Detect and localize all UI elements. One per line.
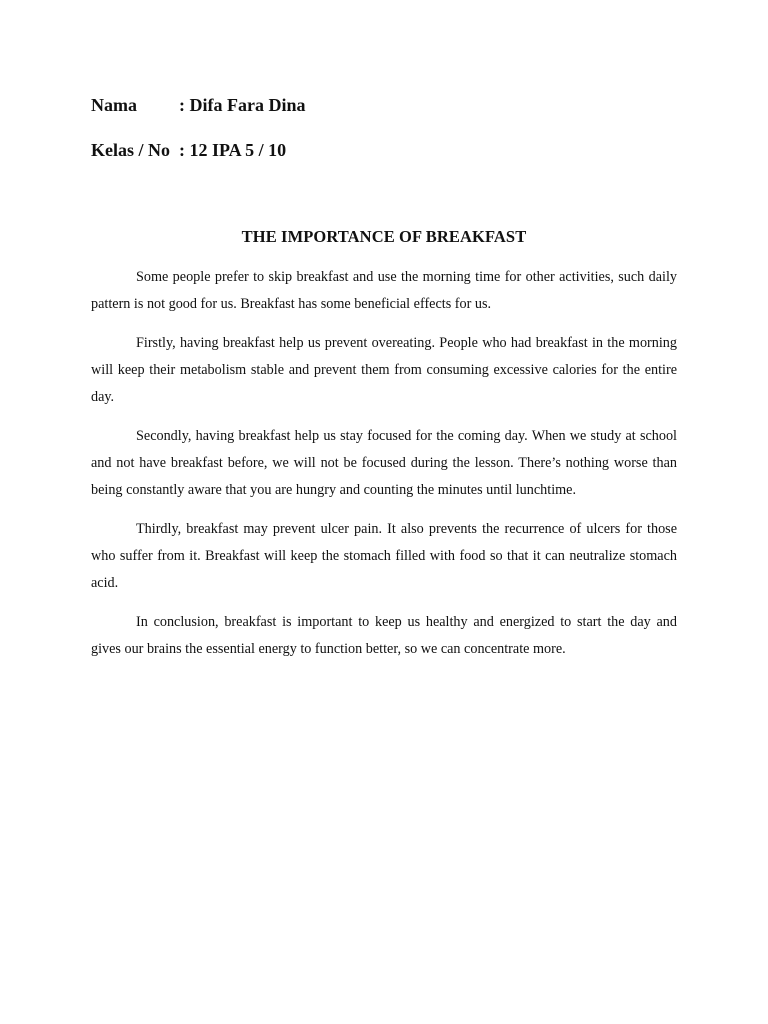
paragraph-conclusion: In conclusion, breakfast is important to keep us healthy and energized to start the day and gives our brains the essential energy to function better, so we can concentrate more. xyxy=(91,614,677,657)
name-value: : Difa Fara Dina xyxy=(179,95,306,115)
class-row xyxy=(91,139,286,161)
name-label: Nama xyxy=(91,95,137,115)
paragraph-second-point: Secondly, having breakfast help us stay focused for the coming day. When we study at school and not have breakfast before, we will not be focused during the lesson. There’s nothing worse than being constantly aware that you are hungry and counting the minutes until lunchtime. xyxy=(91,428,677,498)
paragraph-first-point: Firstly, having breakfast help us prevent overeating. People who had breakfast in the morning will keep their metabolism stable and prevent them from consuming excessive calories for the entire day. xyxy=(91,335,677,405)
name-row xyxy=(91,94,305,116)
paragraph-third-point: Thirdly, breakfast may prevent ulcer pain. It also prevents the recurrence of ulcers for those who suffer from it. Breakfast will keep the stomach filled with food so that it can neutralize stomach acid. xyxy=(91,521,677,591)
class-value: : 12 IPA 5 / 10 xyxy=(179,140,287,160)
document-title: THE IMPORTANCE OF BREAKFAST xyxy=(241,227,527,246)
class-label: Kelas / No xyxy=(91,140,170,160)
essay-body xyxy=(91,264,677,675)
paragraph-intro: Some people prefer to skip breakfast and use the morning time for other activities, such daily pattern is not good for us. Breakfast has some beneficial effects for us. xyxy=(91,269,677,312)
